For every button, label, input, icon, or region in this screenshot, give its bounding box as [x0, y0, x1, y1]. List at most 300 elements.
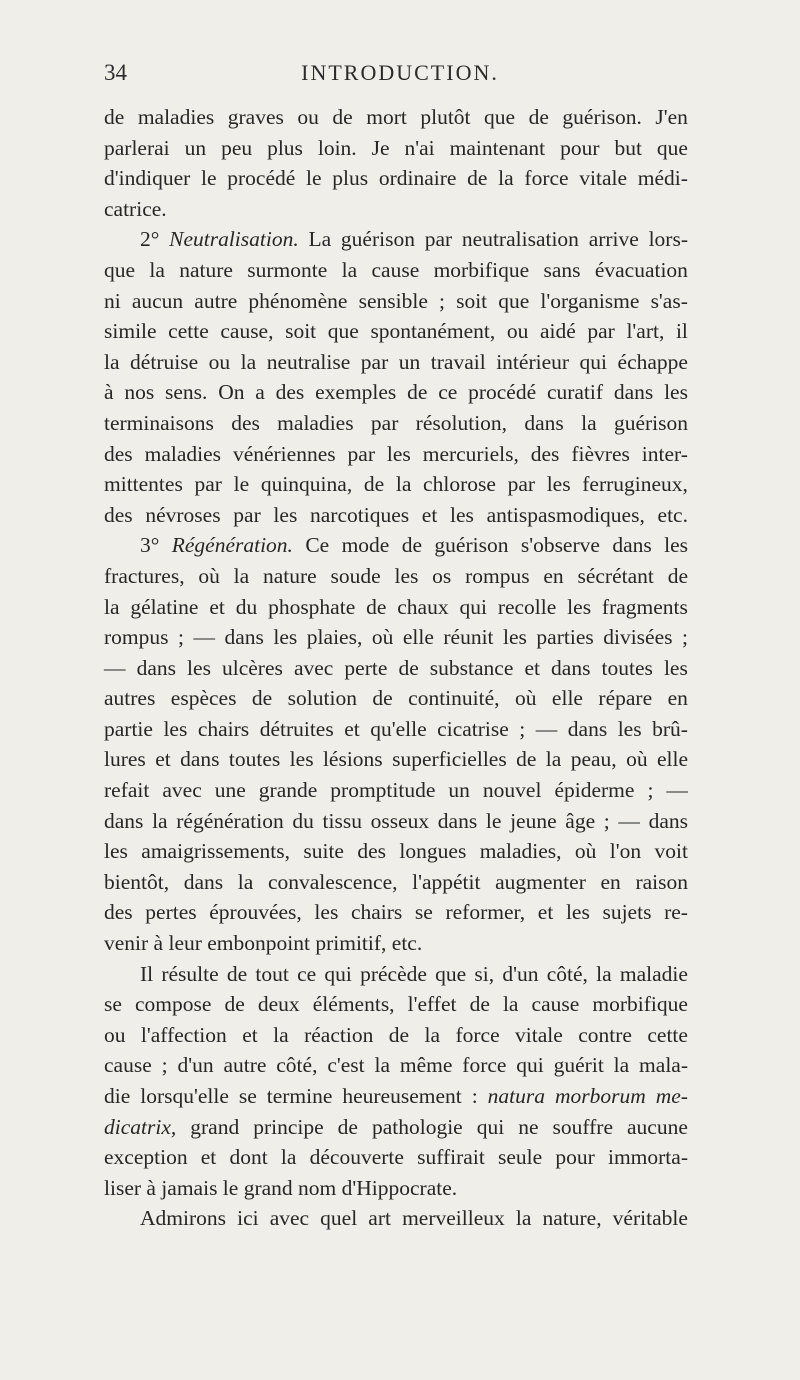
text-line [104, 836, 688, 867]
line-word: de [366, 594, 387, 619]
line-word: des [104, 502, 133, 527]
line-word: de [388, 1022, 410, 1047]
line-segment: venir à leur embonpoint primitif, etc. [104, 931, 423, 956]
line-word: que [484, 105, 516, 129]
line-word: dicatrix, [104, 1114, 177, 1139]
line-word: nos [124, 380, 155, 405]
line-word: parties [536, 625, 594, 650]
line-word: ce [297, 961, 317, 986]
line-word: plutôt [420, 105, 471, 129]
line-word: les [664, 533, 688, 558]
line-word: aidé [539, 319, 576, 344]
line-word: quel [320, 1206, 358, 1231]
text-line [104, 469, 688, 500]
line-word: ou [506, 319, 529, 344]
line-word: à [104, 380, 114, 405]
text-line [104, 102, 688, 133]
line-word: ; [519, 716, 526, 741]
line-word: tout [255, 961, 289, 986]
line-word: la [374, 1053, 391, 1078]
line-word: guérison [340, 227, 415, 252]
line-word: autre [223, 1053, 267, 1078]
line-word: 2° [140, 227, 160, 252]
line-word: la [545, 747, 562, 772]
line-word: Je [371, 135, 390, 160]
line-word: Neutralisation. [169, 227, 299, 252]
line-word: échappe [617, 349, 688, 374]
line-word: guérison [434, 533, 509, 558]
text-line [104, 1203, 688, 1234]
line-word: Admirons [140, 1206, 226, 1231]
line-segment: liser à jamais le grand nom d'Hippocrate. [104, 1175, 458, 1200]
line-word: grand [190, 1114, 240, 1139]
line-segment: catrice. [104, 196, 167, 221]
line-word: merveilleux [402, 1206, 505, 1231]
line-word: de [469, 992, 490, 1017]
line-word: mercuriels, [422, 441, 519, 466]
line-word: un [448, 778, 470, 803]
line-word: dans [551, 655, 591, 680]
line-word: les [617, 716, 642, 741]
line-word: gélatine [130, 594, 199, 619]
line-word: les [104, 839, 128, 864]
line-word: substance [429, 655, 514, 680]
line-word: vitale [515, 1022, 563, 1047]
line-word: Il [140, 961, 154, 986]
line-word: ; [161, 1053, 168, 1078]
line-word: se [414, 900, 433, 925]
line-word: brû- [652, 716, 688, 741]
line-word: de [528, 105, 549, 129]
line-word: peau, [570, 747, 617, 772]
line-word: la [515, 1206, 532, 1231]
line-word: avec [293, 655, 334, 680]
line-word: Ce [305, 533, 330, 558]
line-word: des [530, 441, 560, 466]
line-word: et [155, 747, 171, 772]
line-word: nouvel [482, 778, 542, 803]
line-word: rompus [465, 563, 530, 588]
text-line [104, 959, 688, 990]
line-word: de [251, 686, 273, 711]
line-word: ou [297, 105, 319, 129]
line-word: seule [497, 1145, 543, 1170]
line-word: réaction [304, 1022, 374, 1047]
line-word: divisées [603, 625, 673, 650]
text-line [104, 622, 688, 653]
line-word: dans [224, 625, 264, 650]
line-word: dans [104, 808, 144, 833]
line-word: âge [565, 808, 596, 833]
line-word: dont [229, 1145, 268, 1170]
line-word: superficielles [392, 747, 507, 772]
line-word: — [535, 716, 558, 741]
line-word: où [371, 625, 394, 650]
line-word: dans [524, 410, 564, 435]
line-word: dans [180, 747, 220, 772]
line-word: J'en [655, 105, 688, 129]
line-word: s'as- [650, 288, 688, 313]
line-word: la [273, 1022, 289, 1047]
line-word: des [104, 900, 133, 925]
line-word: des [231, 410, 260, 435]
line-word: les [289, 747, 314, 772]
line-word: immorta- [607, 1145, 688, 1170]
line-word: du [235, 594, 258, 619]
line-word: longues [399, 839, 467, 864]
line-word: éprouvées, [209, 900, 302, 925]
line-word: curatif [546, 380, 604, 405]
line-word: cette [647, 1022, 688, 1047]
text-line [104, 530, 688, 561]
line-word: ; [603, 808, 610, 833]
text-line [104, 1112, 688, 1143]
line-word: la [280, 1145, 297, 1170]
line-word: mittentes [104, 472, 183, 497]
line-word: la [240, 349, 257, 374]
line-word: spontanément, [370, 319, 496, 344]
line-word: pour [555, 1145, 595, 1170]
line-word: les [567, 594, 592, 619]
line-word: se [104, 992, 122, 1017]
line-word: bientôt, [104, 869, 170, 894]
line-word: ulcères [222, 655, 283, 680]
line-word: mort [366, 105, 407, 129]
line-word: dans [612, 533, 652, 558]
line-word: qui [459, 594, 487, 619]
line-word: les [394, 563, 419, 588]
text-line [104, 592, 688, 623]
page-number: 34 [104, 60, 127, 85]
line-word: guérison [613, 410, 688, 435]
line-word: sans [543, 257, 581, 282]
line-word: maladies [137, 105, 215, 129]
line-word: vitale [579, 166, 628, 191]
line-word: de [667, 563, 688, 588]
line-word: ; [438, 288, 445, 313]
text-line [104, 347, 688, 378]
line-word: graves [227, 105, 284, 129]
line-word: La [308, 227, 332, 252]
line-word: par [347, 441, 375, 466]
line-word: l'appétit [412, 869, 481, 894]
line-word: découverte [309, 1145, 404, 1170]
line-word: pathologie [371, 1114, 463, 1139]
line-word: inter- [641, 441, 688, 466]
line-word: aucun [131, 288, 184, 313]
line-word: un [398, 349, 421, 374]
line-word: fièvres [571, 441, 630, 466]
line-word: par [424, 227, 453, 252]
line-word: toutes [228, 747, 281, 772]
line-word: que [435, 961, 467, 986]
line-word: répare [598, 686, 653, 711]
line-word: contre [578, 1022, 632, 1047]
line-word: maladies [144, 441, 222, 466]
line-word: la [104, 349, 120, 374]
line-word: jeune [510, 808, 557, 833]
line-word: morborum [554, 1084, 646, 1108]
line-word: d'un [502, 961, 539, 986]
body-text [104, 102, 688, 1234]
line-word: lésions [322, 747, 383, 772]
line-word: partie [104, 716, 153, 741]
line-word: la [502, 992, 519, 1017]
line-word: l'organisme [540, 288, 640, 313]
line-word: sensible [358, 288, 428, 313]
line-word: détruites [259, 716, 334, 741]
line-word: quinquina, [260, 472, 353, 497]
line-word: résolution, [415, 410, 508, 435]
line-word: exception [104, 1145, 188, 1170]
line-word: la [613, 1053, 630, 1078]
line-word: il [675, 319, 688, 344]
line-word: n'ai [404, 135, 435, 160]
line-word: arrive [588, 227, 639, 252]
line-word: de [401, 533, 423, 558]
line-word: cause [371, 257, 420, 282]
line-word: morbifique [592, 992, 688, 1017]
line-word: avec [162, 778, 202, 803]
text-line [104, 1173, 688, 1204]
line-word: force [455, 1022, 500, 1047]
line-word: morbifique [433, 257, 530, 282]
line-word: les [273, 625, 298, 650]
text-line [104, 194, 688, 225]
line-word: du [292, 808, 314, 833]
line-word: parlerai [104, 135, 170, 160]
line-word: nature, [542, 1206, 602, 1231]
line-word: aucune [627, 1114, 688, 1139]
line-word: — [666, 778, 688, 803]
line-word: souffre [552, 1114, 614, 1139]
line-word: évacuation [594, 257, 688, 282]
page-header [0, 60, 800, 94]
line-word: perte [344, 655, 388, 680]
line-word: pertes [145, 900, 197, 925]
line-word: l'effet [407, 992, 457, 1017]
line-word: solution [287, 686, 357, 711]
line-word: les [187, 655, 211, 680]
line-word: ; [647, 778, 654, 803]
line-word: par [370, 410, 399, 435]
line-word: où [626, 747, 648, 772]
line-word: les [565, 900, 590, 925]
line-word: par [233, 502, 261, 527]
line-word: médi- [637, 166, 688, 191]
line-word: phosphate [268, 594, 356, 619]
line-word: résulte [161, 961, 219, 986]
line-word: ou [208, 349, 231, 374]
line-word: les [503, 625, 527, 650]
line-word: dans [567, 716, 608, 741]
line-word: ordinaire [378, 166, 457, 191]
line-word: peu [221, 135, 253, 160]
line-word: chlorose [423, 472, 496, 497]
line-word: reformer, [445, 900, 526, 925]
line-word: maintenant [449, 135, 546, 160]
line-word: et [421, 502, 438, 527]
line-word: cicatrise [437, 716, 509, 741]
text-line [104, 500, 688, 531]
line-word: maladies, [479, 839, 562, 864]
text-line [104, 286, 688, 317]
line-word: de [398, 655, 419, 680]
line-word: un [184, 135, 207, 160]
line-word: : [471, 1084, 478, 1108]
line-word: de [332, 105, 353, 129]
line-word: et [537, 900, 554, 925]
line-word: où [574, 839, 597, 864]
line-word: réunit [443, 625, 494, 650]
line-word: suffirait [417, 1145, 485, 1170]
line-word: exemples [315, 380, 397, 405]
line-word: etc. [657, 502, 688, 527]
line-word: de [363, 472, 385, 497]
line-word: force [462, 1053, 507, 1078]
line-word: pour [560, 135, 600, 160]
line-word: que [327, 319, 359, 344]
line-word: Régénération. [171, 533, 293, 558]
line-word: — [193, 625, 215, 650]
line-word: en [600, 869, 621, 894]
line-word: côté, [276, 1053, 318, 1078]
line-word: s'observe [520, 533, 600, 558]
line-word: elle [402, 625, 434, 650]
line-word: de [104, 105, 125, 129]
line-word: but [614, 135, 642, 160]
line-word: régénération [176, 808, 284, 833]
line-word: promptitude [330, 778, 436, 803]
line-word: si, [474, 961, 495, 986]
line-word: par [194, 472, 222, 497]
line-word: travail [430, 349, 486, 374]
line-word: et [524, 655, 540, 680]
line-word: l'art, [626, 319, 665, 344]
line-word: la [149, 257, 165, 282]
line-word: côté, [546, 961, 588, 986]
text-line [104, 1142, 688, 1173]
line-word: dans [648, 808, 688, 833]
line-word: ferrugineux, [582, 472, 688, 497]
line-word: — [618, 808, 640, 833]
line-word: et [209, 594, 225, 619]
line-word: lures [104, 747, 146, 772]
text-line [104, 1020, 688, 1051]
line-word: ; [682, 625, 688, 650]
line-word: les [546, 472, 571, 497]
line-word: force [524, 166, 569, 191]
line-word: 3° [140, 533, 160, 558]
text-line [104, 928, 688, 959]
line-word: compose [135, 992, 212, 1017]
line-word: la [424, 1022, 441, 1047]
line-word: mode [341, 533, 390, 558]
line-word: les [386, 441, 411, 466]
line-word: ici [237, 1206, 259, 1231]
line-word: la [237, 869, 254, 894]
line-word: mala- [639, 1053, 688, 1078]
line-word: ou [104, 1022, 126, 1047]
line-word: osseux [370, 808, 430, 833]
line-word: avec [269, 1206, 310, 1231]
line-word: les [450, 502, 474, 527]
line-word: maladies [277, 410, 354, 435]
line-word: par [360, 349, 389, 374]
line-word: refait [104, 778, 150, 803]
line-word: en [667, 686, 688, 711]
line-word: terminaisons [104, 410, 214, 435]
line-word: die [104, 1084, 131, 1108]
line-word: autres [104, 686, 156, 711]
line-word: qu'elle [370, 716, 427, 741]
line-word: narcotiques [310, 502, 410, 527]
line-word: grande [258, 778, 318, 803]
line-word: la [395, 472, 412, 497]
line-word: phénomène [248, 288, 348, 313]
line-word: principe [253, 1114, 324, 1139]
line-word: fragments [601, 594, 688, 619]
line-word: simile [104, 319, 157, 344]
line-word: épiderme [554, 778, 635, 803]
line-word: l'affection [140, 1022, 227, 1047]
line-word: augmenter [495, 869, 586, 894]
line-word: plus [332, 166, 369, 191]
line-word: sécrétant [577, 563, 654, 588]
text-line [104, 255, 688, 286]
line-word: ne [518, 1114, 539, 1139]
line-word: suite [303, 839, 344, 864]
line-word: les [273, 502, 298, 527]
line-word: ce [438, 380, 458, 405]
line-word: précède [360, 961, 427, 986]
line-word: dans [613, 380, 654, 405]
line-word: nature [179, 257, 233, 282]
line-word: maladie [619, 961, 688, 986]
line-word: de [224, 992, 245, 1017]
line-word: que [104, 257, 136, 282]
running-title: INTRODUCTION. [301, 60, 499, 85]
line-word: la [233, 563, 250, 588]
line-word: lorsqu'elle [140, 1084, 229, 1108]
line-word: des [275, 380, 305, 405]
line-word: rompus [104, 625, 169, 650]
line-word: où [198, 563, 220, 588]
line-word: surmonte [247, 257, 328, 282]
line-word: chairs [197, 716, 250, 741]
line-word: la [498, 166, 514, 191]
line-word: cause, [220, 319, 274, 344]
line-word: où [514, 686, 537, 711]
text-line [104, 867, 688, 898]
line-word: natura [487, 1084, 545, 1108]
line-word: dans [136, 655, 176, 680]
line-word: par [587, 319, 615, 344]
line-word: neutralisation [461, 227, 579, 252]
text-line [104, 1050, 688, 1081]
text-line [104, 439, 688, 470]
line-word: termine [266, 1084, 333, 1108]
line-word: névroses [145, 502, 221, 527]
line-word: soude [330, 563, 381, 588]
text-line [104, 224, 688, 255]
line-word: qui [516, 1053, 544, 1078]
line-word: c'est [327, 1053, 365, 1078]
line-word: d'indiquer [104, 166, 191, 191]
line-word: l'on [609, 839, 642, 864]
line-word: la [341, 257, 358, 282]
line-word: de [337, 1114, 358, 1139]
